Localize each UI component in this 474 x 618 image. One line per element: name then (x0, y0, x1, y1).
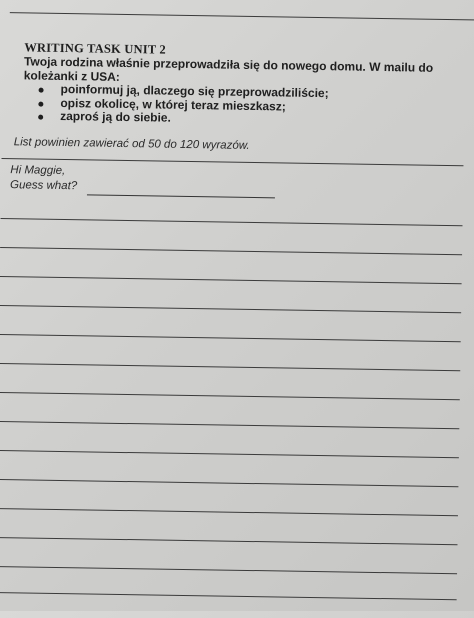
bullet-icon (39, 88, 44, 93)
writing-line[interactable] (1, 218, 463, 226)
writing-line[interactable] (0, 479, 458, 487)
writing-line[interactable] (0, 392, 460, 400)
writing-line[interactable] (0, 247, 462, 255)
task-prompt: Twoja rodzina właśnie przeprowadziła się do nowego domu. W mailu do koleżanki z USA: (23, 54, 434, 84)
word-count-note: List powinien zawierać od 50 do 120 wyrazów. (13, 136, 250, 152)
writing-line[interactable] (0, 566, 457, 574)
writing-line[interactable] (0, 305, 461, 313)
writing-line-first[interactable] (87, 194, 275, 198)
bullet-icon (38, 115, 43, 120)
writing-line[interactable] (0, 363, 460, 371)
letter-greeting: Hi Maggie, (10, 164, 66, 178)
task-bullet-text: poinformuj ją, dlaczego się przeprowadziliście; (60, 81, 329, 101)
bullet-icon (38, 101, 43, 106)
task-bullets (38, 83, 329, 128)
task-bullet-text: opisz okolicę, w której teraz mieszkasz; (60, 95, 286, 114)
writing-line[interactable] (0, 421, 459, 429)
writing-line[interactable] (0, 592, 457, 600)
top-rule (10, 12, 474, 20)
letter-start (10, 163, 78, 194)
writing-line[interactable] (0, 450, 459, 458)
writing-line[interactable] (0, 508, 458, 516)
writing-line[interactable] (0, 334, 461, 342)
writing-line[interactable] (0, 276, 462, 284)
task-title: WRITING TASK UNIT 2 (24, 40, 167, 57)
task-bullet-text: zaproś ją do siebie. (60, 108, 171, 125)
letter-opening: Guess what? (9, 179, 78, 193)
writing-line[interactable] (0, 537, 458, 545)
